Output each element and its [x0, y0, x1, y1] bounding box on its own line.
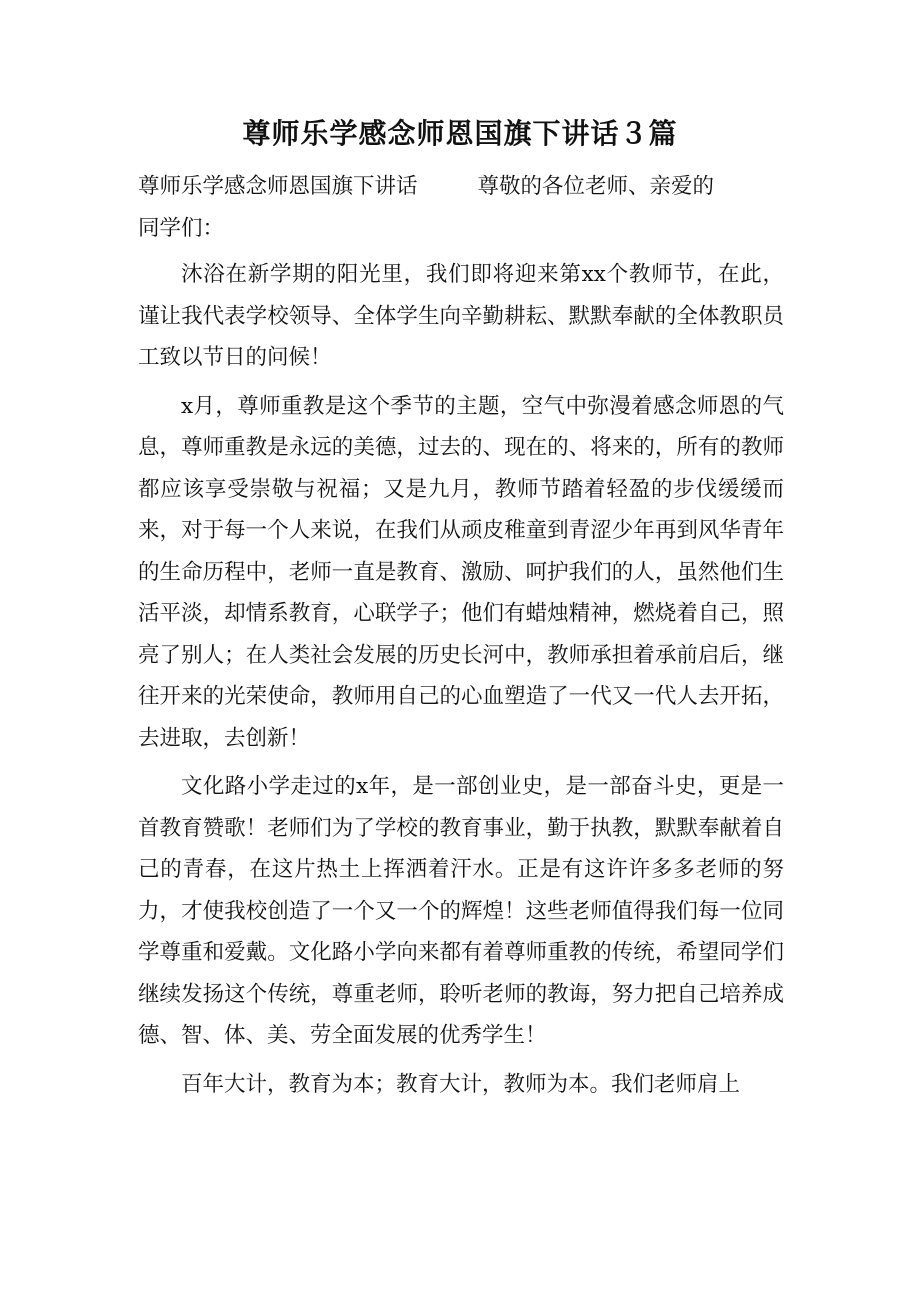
- intro-line: [138, 166, 784, 208]
- paragraph-4: 百年大计，教育为本；教育大计，教师为本。我们老师肩上: [181, 1071, 741, 1097]
- document-title: 尊师乐学感念师恩国旗下讲话３篇: [242, 117, 678, 150]
- paragraph-3: 文化路小学走过的x年，是一部创业史，是一部奋斗史，更是一首教育赞歌！老师们为了学校的教育事业，勤于执教，默默奉献着自己的青春，在这片热土上挥洒着汗水。正是有这许许多多老师的努力，才使我校创造了一个又一个的辉煌！这些老师值得我们每一位同学尊重和爱戴。文化路小学向来都有着尊师重教的传统，希望同学们继续发扬这个传统，尊重老师，聆听老师的教诲，努力把自己培养成德、智、体、美、劳全面发展的优秀学生！: [138, 774, 784, 1048]
- paragraph-1: 沐浴在新学期的阳光里，我们即将迎来第xx个教师节，在此，谨让我代表学校领导、全体学生向辛勤耕耘、默默奉献的全体教职员工致以节日的问候！: [138, 262, 784, 370]
- greeting-end: 同学们：: [138, 215, 225, 241]
- document-body: [138, 166, 784, 1112]
- greeting-start: 尊敬的各位老师、亲爱的: [477, 174, 715, 199]
- speech-heading: 尊师乐学感念师恩国旗下讲话: [138, 174, 418, 199]
- paragraph-2: x月，尊师重教是这个季节的主题，空气中弥漫着感念师恩的气息，尊师重教是永远的美德，过去的、现在的、将来的，所有的教师都应该享受崇敬与祝福；又是九月，教师节踏着轻盈的步伐缓缓而来，对于每一个人来说，在我们从顽皮稚童到青涩少年再到风华青年的生命历程中，老师一直是教育、激励、呵护我们的人，虽然他们生活平淡，却情系教育，心联学子；他们有蜡烛精神，燃烧着自己，照亮了别人；在人类社会发展的历史长河中，教师承担着承前启后，继往开来的光荣使命，教师用自己的心血塑造了一代又一代人去开拓，去进取，去创新！: [138, 393, 784, 751]
